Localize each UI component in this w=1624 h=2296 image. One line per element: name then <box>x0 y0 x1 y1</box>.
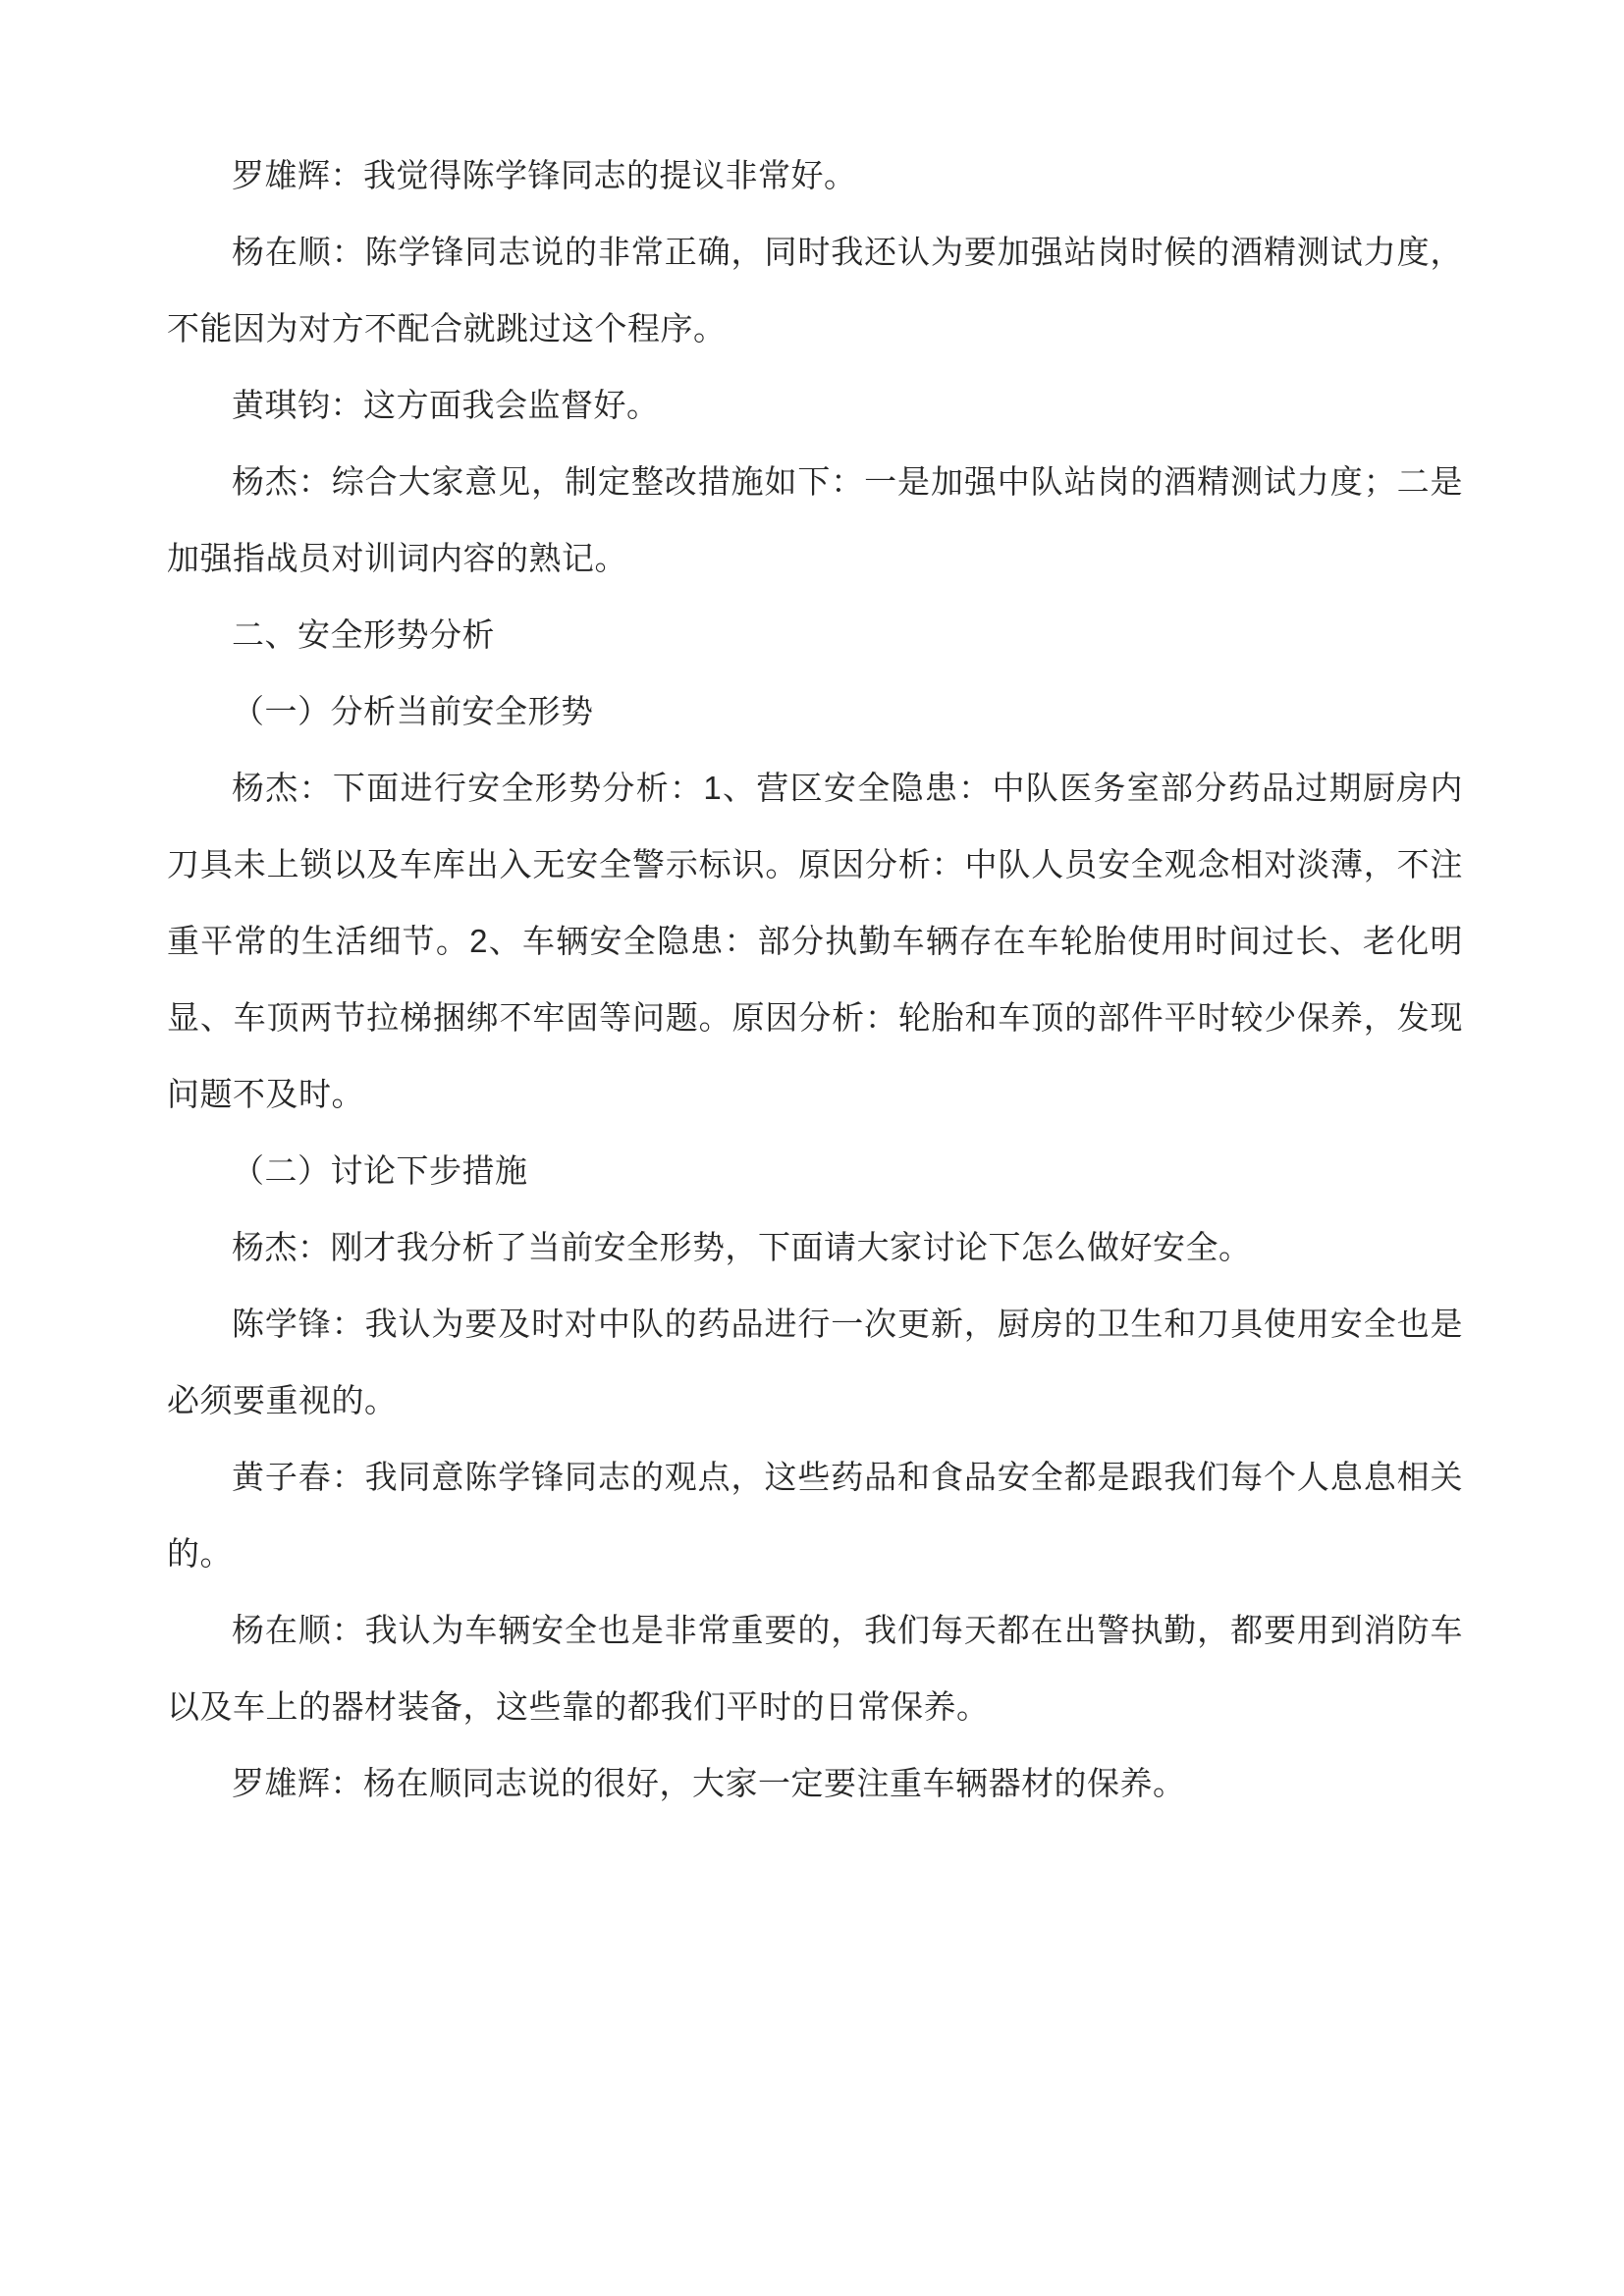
heading-section-2: 二、安全形势分析 <box>232 616 495 653</box>
heading-subsection-2-1: （一）分析当前安全形势 <box>232 693 594 729</box>
paragraph-speaker-yangjie-discussion: 杨杰：刚才我分析了当前安全形势，下面请大家讨论下怎么做好安全。 <box>232 1229 1252 1265</box>
paragraph-speaker-huangzichun: 黄子春：我同意陈学锋同志的观点，这些药品和食品安全都是跟我们每个人息息相关的。 <box>167 1459 1463 1572</box>
paragraph-speaker-yangjie-analysis: 杨杰：下面进行安全形势分析：1、营区安全隐患：中队医务室部分药品过期厨房内刀具未上锁以及车库出入无安全警示标识。原因分析：中队人员安全观念相对淡薄，不注重平常的生活细节。2、车辆安全隐患：部分执勤车辆存在车轮胎使用时间过长、老化明显、车顶两节拉梯捆绑不牢固等问题。原因分析：轮胎和车顶的部件平时较少保养，发现问题不及时。 <box>167 770 1463 1112</box>
paragraph-speaker-yangjie-summary: 杨杰：综合大家意见，制定整改措施如下：一是加强中队站岗的酒精测试力度；二是加强指战员对训词内容的熟记。 <box>167 463 1463 576</box>
paragraph-speaker-huangqijun: 黄琪钧：这方面我会监督好。 <box>232 387 660 423</box>
document-body <box>167 137 1463 1822</box>
paragraph-speaker-luoxionghui-1: 罗雄辉：我觉得陈学锋同志的提议非常好。 <box>232 157 857 193</box>
heading-subsection-2-2: （二）讨论下步措施 <box>232 1152 528 1189</box>
paragraph-speaker-chenxuefeng: 陈学锋：我认为要及时对中队的药品进行一次更新，厨房的卫生和刀具使用安全也是必须要重视的。 <box>167 1306 1463 1418</box>
paragraph-speaker-yangzaishun-2: 杨在顺：我认为车辆安全也是非常重要的，我们每天都在出警执勤，都要用到消防车以及车上的器材装备，这些靠的都我们平时的日常保养。 <box>167 1612 1463 1725</box>
paragraph-speaker-yangzaishun-1: 杨在顺：陈学锋同志说的非常正确，同时我还认为要加强站岗时候的酒精测试力度，不能因为对方不配合就跳过这个程序。 <box>167 234 1463 347</box>
paragraph-speaker-luoxionghui-2: 罗雄辉：杨在顺同志说的很好，大家一定要注重车辆器材的保养。 <box>232 1765 1186 1801</box>
